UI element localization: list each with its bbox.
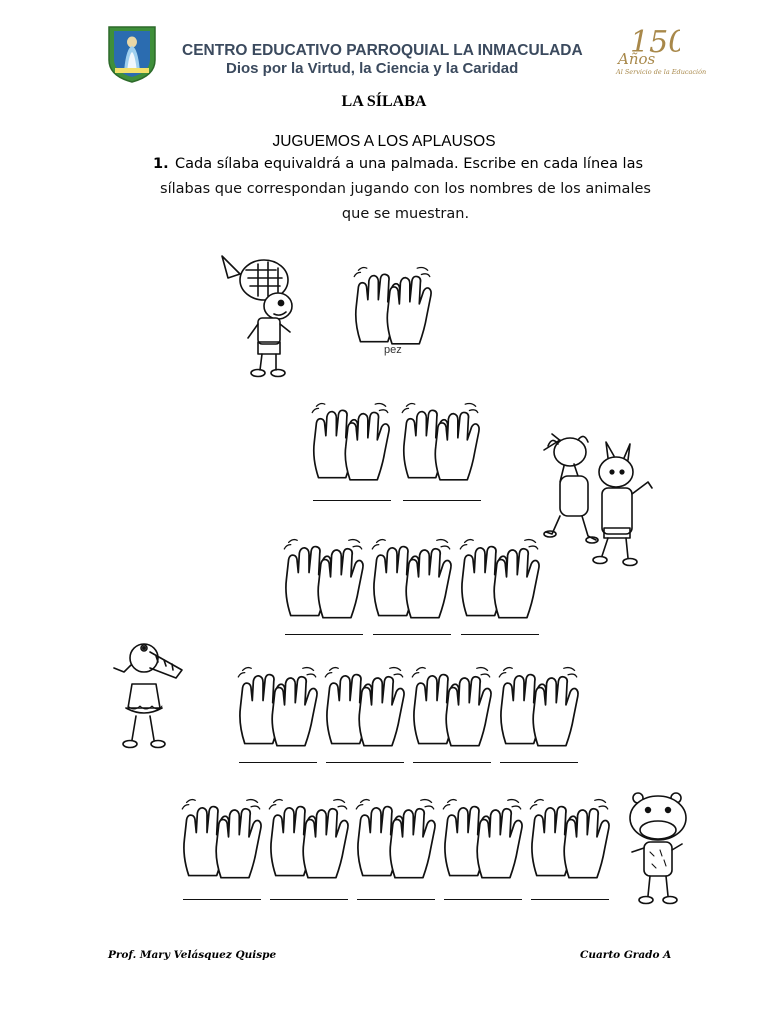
clapping-hands-icon bbox=[321, 664, 407, 750]
anniversary-number: 15 bbox=[630, 25, 669, 60]
clapping-hands-icon bbox=[265, 796, 351, 882]
clapping-hands-icon bbox=[526, 796, 612, 882]
instruction-text-1: Cada sílaba equivaldrá a una palmada. Escribe en cada línea las bbox=[175, 156, 644, 172]
fish-character-illustration bbox=[218, 248, 298, 380]
school-crest-logo bbox=[106, 24, 158, 84]
syllable-answer-line[interactable] bbox=[500, 762, 578, 763]
example-word: pez bbox=[384, 344, 402, 356]
syllable-answer-line[interactable] bbox=[313, 500, 391, 501]
hippo-character-illustration bbox=[620, 790, 696, 908]
syllable-answer-line[interactable] bbox=[285, 634, 363, 635]
clapping-hands-icon bbox=[368, 536, 454, 622]
clapping-hands-icon bbox=[352, 796, 438, 882]
clapping-hands-icon bbox=[234, 664, 320, 750]
clapping-hands-icon bbox=[495, 664, 581, 750]
worksheet-title: LA SÍLABA bbox=[341, 93, 427, 110]
syllable-answer-line[interactable] bbox=[270, 899, 348, 900]
clapping-hands-icon bbox=[280, 536, 366, 622]
instruction-line-1 bbox=[153, 156, 643, 172]
instruction-line-2: sílabas que correspondan jugando con los nombres de los animales bbox=[160, 181, 651, 197]
syllable-answer-line[interactable] bbox=[413, 762, 491, 763]
syllable-answer-line[interactable] bbox=[357, 899, 435, 900]
school-name: CENTRO EDUCATIVO PARROQUIAL LA INMACULADA bbox=[182, 42, 583, 59]
syllable-answer-line[interactable] bbox=[239, 762, 317, 763]
clapping-hands-icon bbox=[308, 400, 392, 484]
activity-title: JUGUEMOS A LOS APLAUSOS bbox=[272, 133, 496, 150]
syllable-answer-line[interactable] bbox=[444, 899, 522, 900]
clapping-hands-icon bbox=[398, 400, 482, 484]
footer-grade: Cuarto Grado A bbox=[580, 949, 672, 961]
clapping-hands-icon bbox=[350, 264, 434, 348]
crocodile-character-illustration bbox=[110, 636, 186, 754]
clapping-hands-icon bbox=[408, 664, 494, 750]
syllable-answer-line[interactable] bbox=[461, 634, 539, 635]
clapping-hands-icon bbox=[178, 796, 264, 882]
clapping-hands-icon bbox=[456, 536, 542, 622]
anniversary-word: Años bbox=[618, 50, 656, 68]
syllable-answer-line[interactable] bbox=[326, 762, 404, 763]
syllable-answer-line[interactable] bbox=[373, 634, 451, 635]
clapping-hands-icon bbox=[439, 796, 525, 882]
instruction-number: 1. bbox=[153, 156, 169, 172]
syllable-answer-line[interactable] bbox=[183, 899, 261, 900]
syllable-answer-line[interactable] bbox=[531, 899, 609, 900]
footer-teacher-name: Prof. Mary Velásquez Quispe bbox=[108, 949, 277, 961]
syllable-answer-line[interactable] bbox=[403, 500, 481, 501]
anniversary-subtitle: Al Servicio de la Educación bbox=[616, 68, 707, 76]
school-motto: Dios por la Virtud, la Ciencia y la Caridad bbox=[226, 60, 519, 77]
goat-and-rabbit-illustration bbox=[538, 428, 660, 578]
instruction-line-3: que se muestran. bbox=[341, 206, 470, 222]
